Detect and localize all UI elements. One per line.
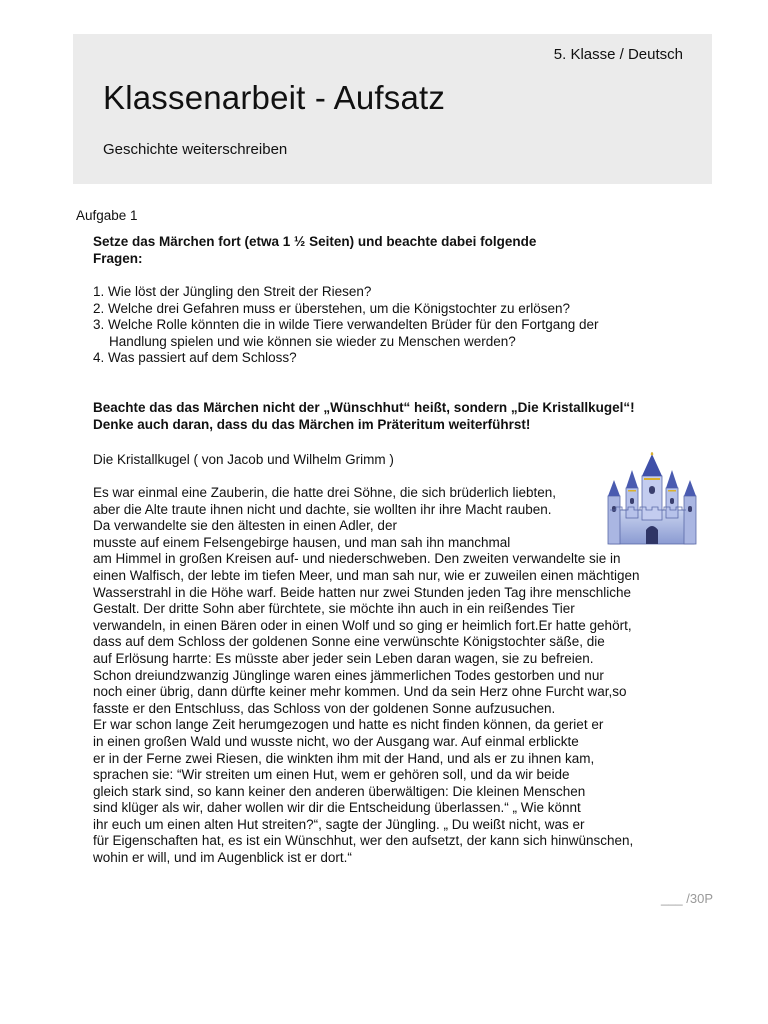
story-line: Er war schon lange Zeit herumgezogen und hatte es nicht finden können, da geriet er <box>93 717 604 733</box>
question-list <box>93 284 633 367</box>
page-title: Klassenarbeit - Aufsatz <box>103 79 446 116</box>
question-item: 3. Welche Rolle könnten die in wilde Tiere verwandelten Brüder für den Fortgang der Handlung spielen und wie können sie wieder zu Menschen werden? <box>93 317 599 349</box>
story-line: noch einer übrig, dann dürfte keiner mehr kommen. Und da sein Herz ohne Furcht war,so <box>93 684 627 700</box>
story-line: sprachen sie: “Wir streiten um einen Hut, wem er gehören soll, und da wir beide <box>93 767 570 783</box>
story-line: musste auf einem Felsengebirge hausen, und man sah ihn manchmal <box>93 534 511 550</box>
story-line: Wasserstrahl in die Höhe warf. Beide hatten nur zwei Stunden jeden Tag ihre menschliche <box>93 584 632 600</box>
story-line: verwandeln, in einen Bären oder in einen Wolf und so ging er heimlich fort.Er hatte gehört, <box>93 617 632 633</box>
castle-icon <box>606 452 698 546</box>
task-note <box>93 400 635 433</box>
question-item: 1. Wie löst der Jüngling den Streit der Riesen? <box>93 284 372 299</box>
story-line: Gestalt. Der dritte Sohn aber fürchtete, sie möchte ihn auch in ein reißendes Tier <box>93 601 575 617</box>
story-line: aber die Alte traute ihnen nicht und dachte, sie wollten ihr ihre Macht rauben. <box>93 501 552 517</box>
story-line: sind klüger als wir, daher wollen wir dir die Entscheidung überlassen.“ „ Wie könnt <box>93 800 581 816</box>
header-panel <box>73 34 712 184</box>
task-label: Aufgabe 1 <box>76 208 138 223</box>
story-line: ihr euch um einen alten Hut streiten?“, sagte der Jüngling. „ Du weißt nicht, was er <box>93 816 585 832</box>
story-line: Schon dreiundzwanzig Jünglinge waren eines jämmerlichen Todes gestorben und nur <box>93 667 604 683</box>
story-text <box>93 485 640 867</box>
score-field: ___ /30P <box>660 891 713 906</box>
story-line: dass auf dem Schloss der goldenen Sonne eine verwünschte Königstochter säße, die <box>93 634 605 650</box>
story-line: am Himmel in großen Kreisen auf- und niederschweben. Den zweiten verwandelte sie in <box>93 551 621 567</box>
story-line: in einen großen Wald und wusste nicht, wo der Ausgang war. Auf einmal erblickte <box>93 733 579 749</box>
story-line: auf Erlösung harrte: Es müsste aber jeder sein Leben daran wagen, sie zu befreien. <box>93 650 594 666</box>
question-item: 4. Was passiert auf dem Schloss? <box>93 350 297 366</box>
story-heading: Die Kristallkugel ( von Jacob und Wilhelm Grimm ) <box>93 452 394 467</box>
story-line: einen Walfisch, der lebte im tiefen Meer, und man sah nur, wie er zuweilen einen mächtigen <box>93 567 640 583</box>
instruction-line: Setze das Märchen fort (etwa 1 ½ Seiten) und beachte dabei folgende <box>93 234 537 249</box>
instruction-line: Fragen: <box>93 250 143 266</box>
note-line: Beachte das das Märchen nicht der „Wünschhut“ heißt, sondern „Die Kristallkugel“! <box>93 400 635 415</box>
story-line: gleich stark sind, so kann keiner den anderen überwältigen: Die kleinen Menschen <box>93 783 586 799</box>
story-line: Da verwandelte sie den ältesten in einen Adler, der <box>93 518 397 534</box>
story-line: fasste er den Entschluss, das Schloss von der goldenen Sonne aufzusuchen. <box>93 700 556 716</box>
question-item: 2. Welche drei Gefahren muss er überstehen, um die Königstochter zu erlösen? <box>93 300 571 316</box>
task-instruction <box>93 234 536 267</box>
story-line: Es war einmal eine Zauberin, die hatte drei Söhne, die sich brüderlich liebten, <box>93 485 557 500</box>
story-line: er in der Ferne zwei Riesen, die winkten ihm mit der Hand, und als er zu ihnen kam, <box>93 750 595 766</box>
story-line: für Eigenschaften hat, es ist ein Wünschhut, wer den aufsetzt, der kann sich hinwünschen, <box>93 833 634 849</box>
note-line: Denke auch daran, dass du das Märchen im Präteritum weiterführst! <box>93 416 531 432</box>
story-line: wohin er will, und im Augenblick ist er dort.“ <box>93 850 352 866</box>
page-subtitle: Geschichte weiterschreiben <box>103 141 288 158</box>
grade-subject: 5. Klasse / Deutsch <box>553 46 683 63</box>
